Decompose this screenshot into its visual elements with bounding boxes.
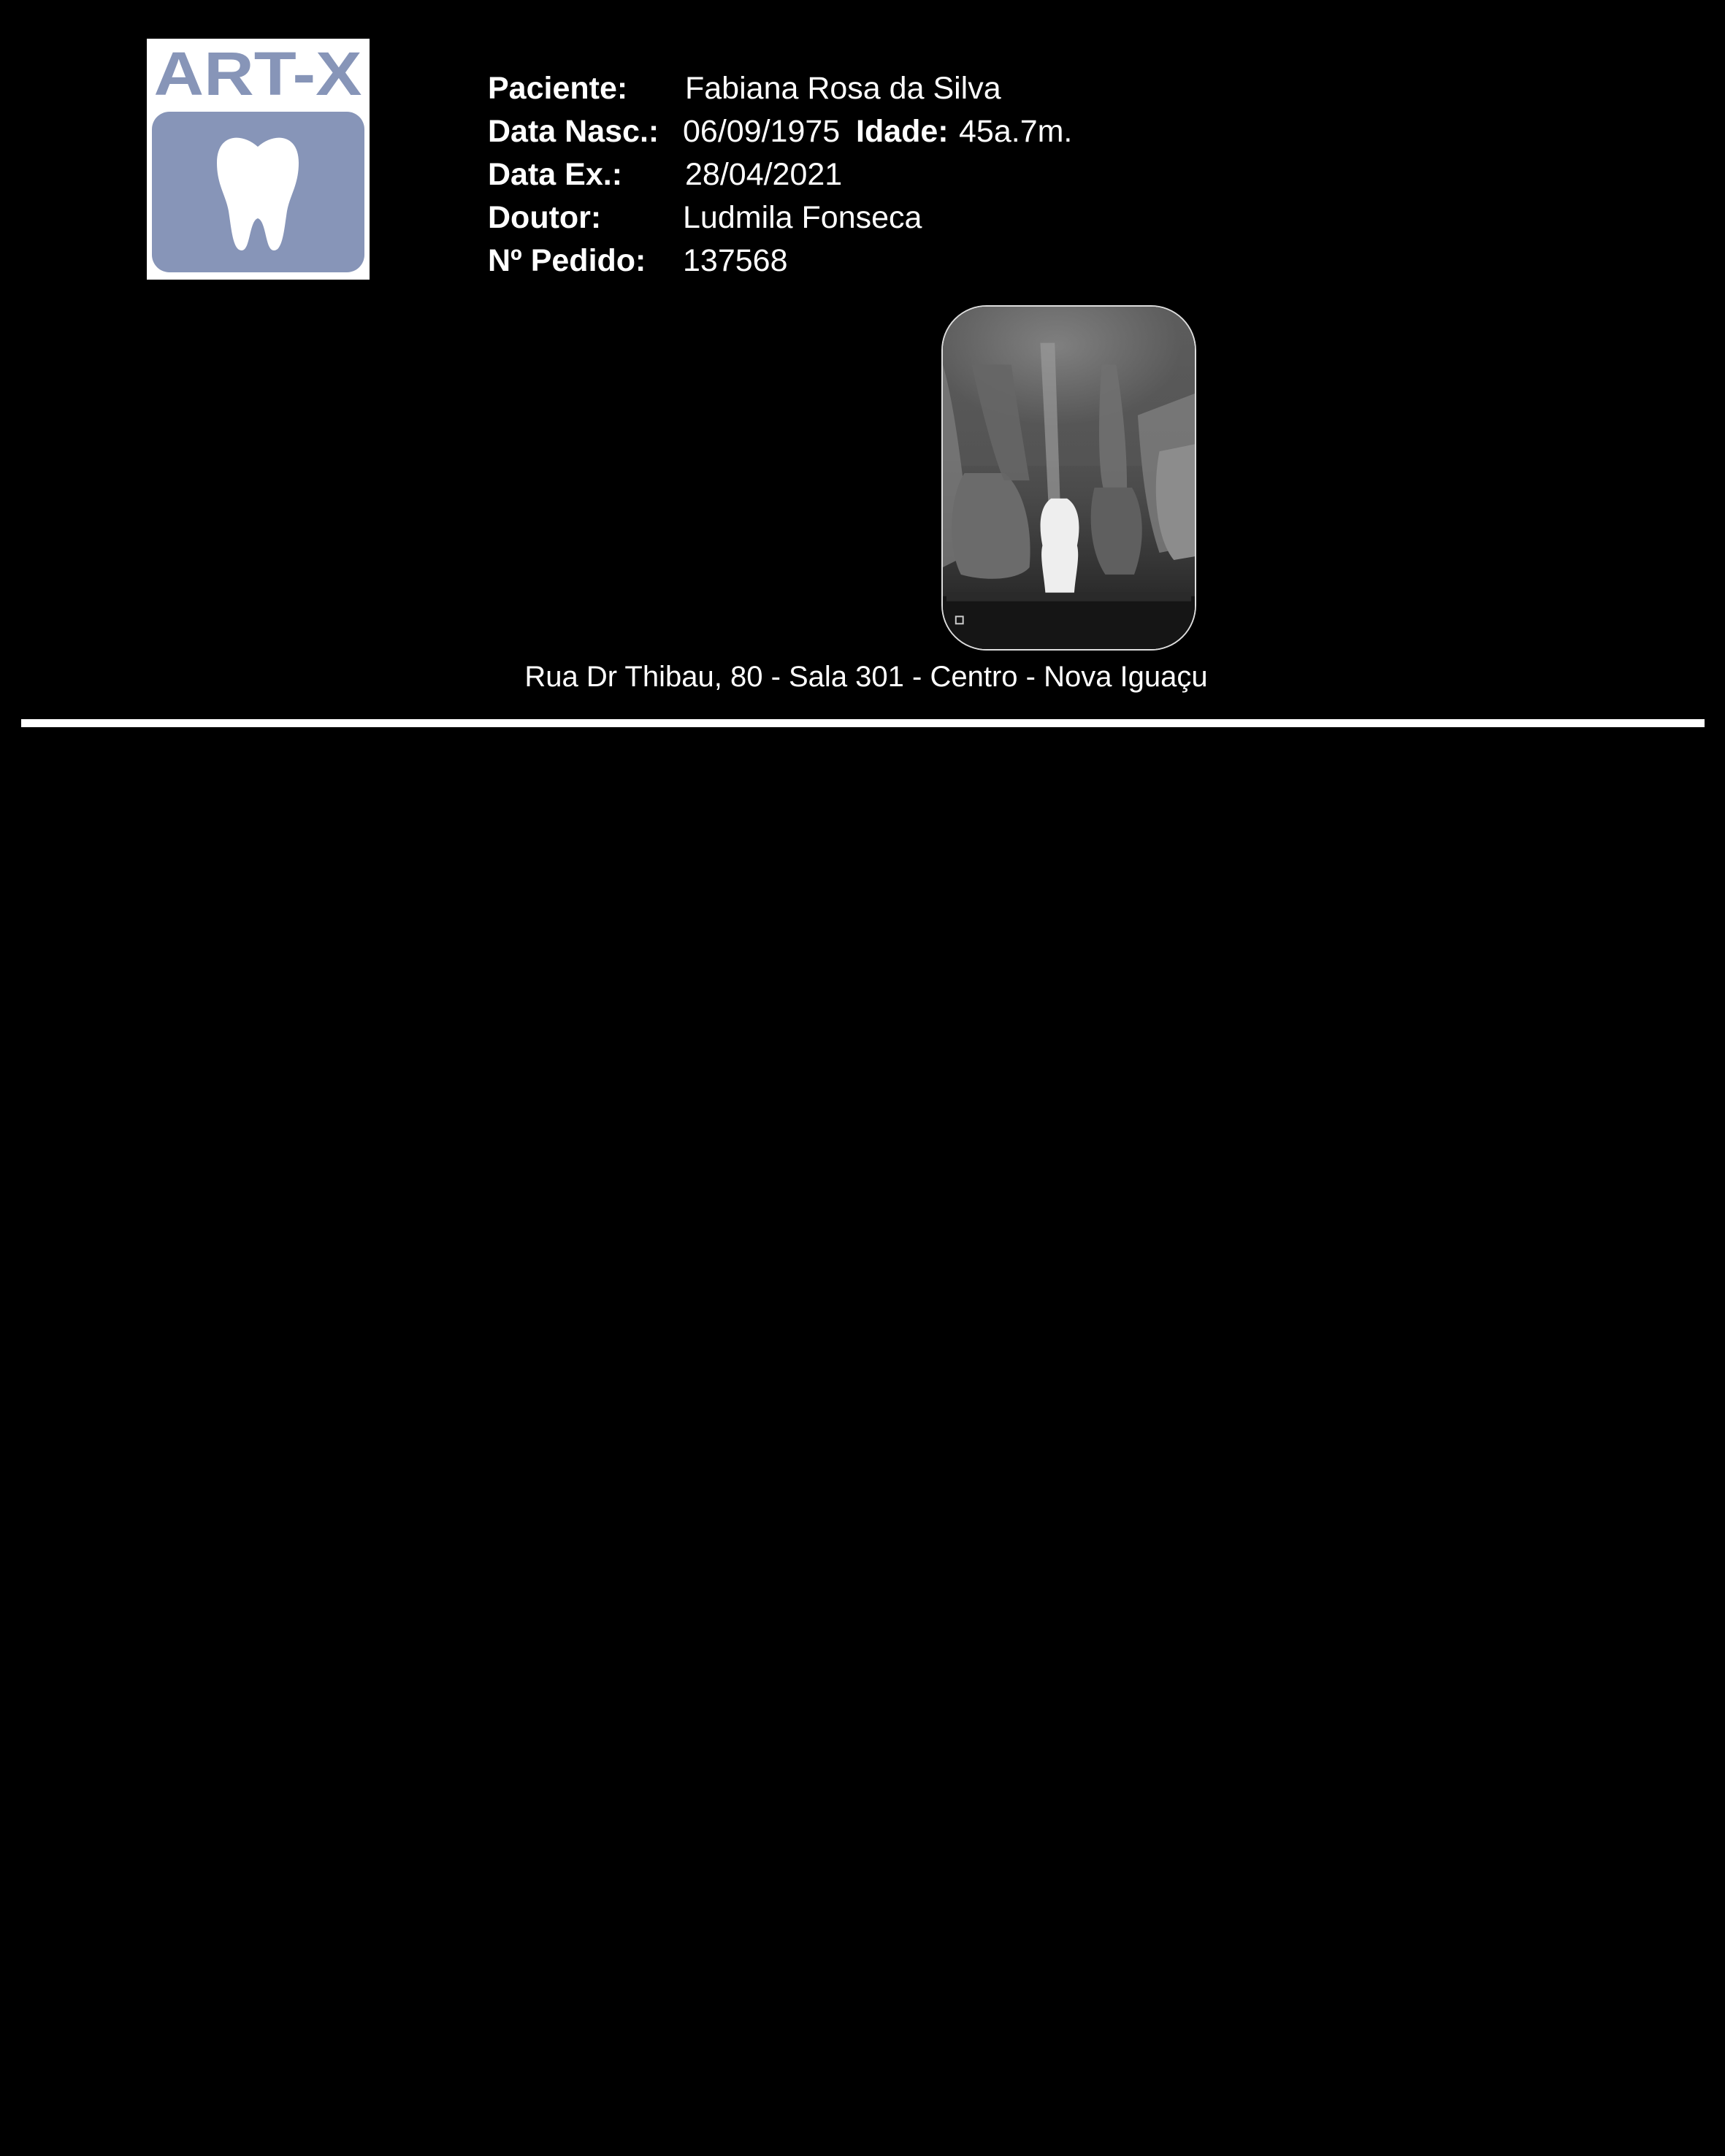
patient-name-label: Paciente: <box>488 71 628 106</box>
exam-date-label: Data Ex.: <box>488 157 623 192</box>
clinic-logo <box>147 39 370 280</box>
exam-date: 28/04/2021 <box>685 157 843 192</box>
dental-xray-image <box>941 305 1196 651</box>
order-number-label: Nº Pedido: <box>488 243 646 278</box>
birth-date-label: Data Nasc.: <box>488 114 659 149</box>
logo-graphic <box>147 39 370 280</box>
order-number: 137568 <box>683 243 788 278</box>
clinic-address: Rua Dr Thibau, 80 - Sala 301 - Centro - Nova Iguaçu <box>524 661 1208 693</box>
logo-text: ART-X <box>153 39 362 108</box>
age: 45a.7m. <box>959 114 1073 149</box>
patient-name: Fabiana Rosa da Silva <box>685 71 1001 106</box>
birth-date: 06/09/1975 <box>683 114 841 149</box>
doctor-name: Ludmila Fonseca <box>683 200 922 235</box>
age-label: Idade: <box>856 114 949 149</box>
doctor-label: Doutor: <box>488 200 602 235</box>
divider-line <box>21 719 1705 727</box>
